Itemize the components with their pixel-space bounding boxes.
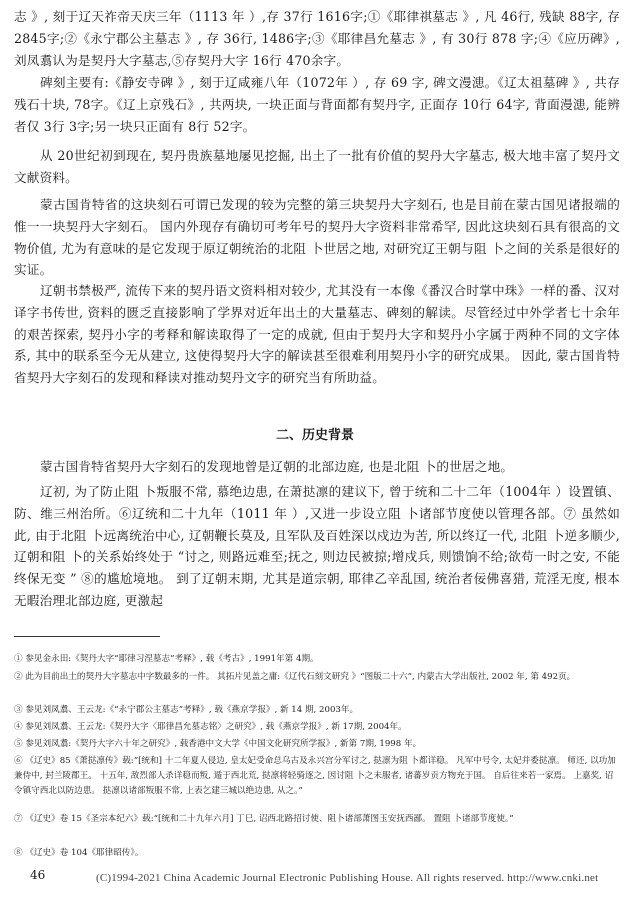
footnote-3: ③ 参见刘凤翥、王云龙:《“永宁郡公主墓志”考释》, 载《燕京学报》, 新 14 期, 2003年。	[14, 705, 359, 715]
footnote-divider	[14, 636, 160, 637]
copyright-footer: (C)1994-2021 China Academic Journal Electronic Publishing House. All rights reserved. http://www.cnki.net	[96, 872, 599, 884]
section-heading: 二、历史背景	[275, 428, 354, 443]
paragraph-inscriptions-list: 志 》, 刻于辽天祚帝天庆三年（1113 年 ）,存 37行 1616字;①《耶律祺墓志 》, 凡 46行, 残缺 88字, 存 2845字;②《永宁郡公主墓志 》, 存 36行, 1486字;③《耶律昌允墓志 》, 有 30行 878 字;④《应历碑》, 刘凤翥认为是契丹大字墓志,⑤存契丹大字 16行 470余字。	[14, 9, 620, 68]
footnote-6: ⑥ 《辽史》85《萧挞凛传》载:“[统和] 十二年夏人侵边, 皇太妃受命总乌古及永兴宫分军讨之, 挞凛为阻 卜都详稳。 凡军中号令, 太妃并委挞凛。 师还, 以功加兼侍中, 封兰陵郡王。 十五年, 敌烈部人杀详稳而叛, 遁于西北荒, 挞凛将轻骑逐之, 因讨阻 卜之未服者, 诸蕃岁贡方物充于国。 自后往来若一家焉。 上嘉奖, 诏令镇守西北以防边患。 挞凛以诸部叛服不常, 上表乞建三城以绝边患, 从之。”	[14, 756, 616, 797]
footnote-8: ⑧ 《辽史》卷 104《耶律昭传》。	[14, 848, 144, 858]
footnote-5: ⑤ 参见刘凤翥:《契丹大字六十年之研究》, 载香港中文大学《中国文化研究所学报》, 新第 7期, 1998 年。	[14, 739, 422, 749]
footnote-7: ⑦ 《辽史》卷 15《圣宗本纪六》载:“[统和二十九年六月] 丁巳, 诏西北路招讨使、阻卜诸部萧图玉安抚西鄙。 置阻 卜诸部节度使。”	[14, 814, 514, 824]
paragraph-excavations: 从 20世纪初到现在, 契丹贵族墓地屡见挖掘, 出土了一批有价值的契丹大字墓志, 极大地丰富了契丹文文献资料。	[14, 148, 620, 185]
paragraph-kentei-inscription: 蒙古国肯特省的这块刻石可谓已发现的较为完整的第三块契丹大字刻石, 也是目前在蒙古国见诸报端的惟一一块契丹大字刻石。 国内外现存有确切可考年号的契丹大字资料非常希罕, 因此这块刻石具有很高的文物价值, 尤为有意味的是它发现于原辽朝统治的北阻 卜世居之地, 对研究辽王朝与阻 卜之间的关系是很好的实证。	[14, 197, 620, 278]
footnote-1: ① 参见金永田:《契丹大字“耶律习涅墓志”考释》, 载《考古》, 1991年第 4期。	[14, 654, 319, 664]
paragraph-liao-history: 辽初, 为了防止阻 卜叛服不常, 慕绝边患, 在萧挞凛的建议下, 曾于统和二十二年（1004年 ）设置镇、防、维三州治所。⑥辽统和二十九年（1011 年 ）,又进一步设立阻 卜诸部节度使以管理各部。⑦ 虽然如此, 由于北阻 卜远离统治中心, 辽朝鞭长莫及, 且军队及百姓深以戍边为苦, 所以终辽一代, 北阻 卜逆多顺少, 辽朝和阻 卜的关系始终处于 “讨之, 则路远难至;抚之, 则边民被掠;增戍兵, 则馈饷不给;欲苟一时之安, 不能终保无变 ” ⑧的尴尬境地。 到了辽朝末期, 尤其是道宗朝, 耶律乙辛乱国, 统治者佞佛喜猎, 荒淫无度, 根本无暇治理北部边庭, 更激起	[14, 484, 620, 608]
footnote-2: ② 此为目前出土的契丹大字墓志中字数最多的一件。 其拓片见盖之庸:《辽代石刻文研究 》“图版二十六”, 内蒙古大学出版社, 2002 年, 第 492页。	[14, 672, 576, 682]
paragraph-stele-list: 碑刻主要有:《静安寺碑 》, 刻于辽咸雍八年（1072年 ）, 存 69 字, 碑文漫漶。《辽太祖墓碑 》, 共存残石十块, 78字。《辽上京残石》, 共两块, 一块正面与背面都有契丹字, 正面存 10行 64字, 背面漫漶, 能辨者仅 3行 3字;另一块只正面有 8行 52字。	[14, 75, 620, 134]
paragraph-research-significance: 辽朝书禁极严, 流传下来的契丹语文资料相对较少, 尤其没有一本像《番汉合时掌中珠》一样的番、汉对译字书传世, 资料的匮乏直接影响了学界对近年出土的大量墓志、碑刻的解读。尽管经过中外学者七十余年的艰苦探索, 契丹小字的考释和解读取得了一定的成就, 但由于契丹大字和契丹小字属于两种不同的文字体系, 其中的联系至今无从建立, 这使得契丹大字的解读甚至很难利用契丹小字的研究成果。 因此, 蒙古国肯特省契丹大字刻石的发现和释读对推动契丹文字的研究当有所助益。	[14, 283, 620, 386]
footnote-4: ④ 参见刘凤翥、王云龙:《契丹大字〈耶律昌允墓志铭〉之研究》, 载《燕京学报》, 新 17期, 2004年。	[14, 722, 407, 732]
paragraph-discovery-site: 蒙古国肯特省契丹大字刻石的发现地曾是辽朝的北部边庭, 也是北阻 卜的世居之地。	[40, 459, 514, 474]
page-number: 46	[30, 868, 46, 882]
